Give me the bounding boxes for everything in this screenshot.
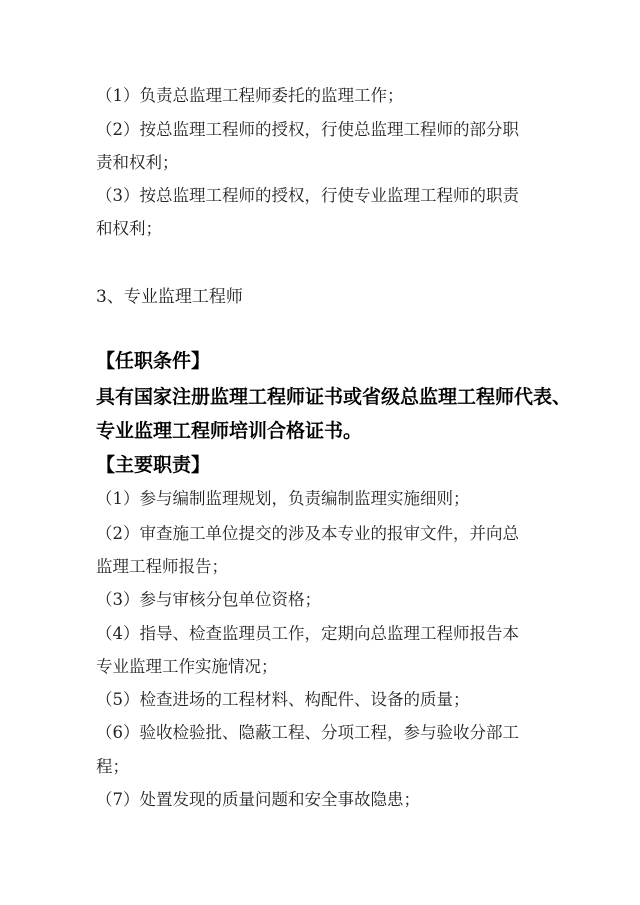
duty-line: （4）指导、检查监理员工作，定期向总监理工程师报告本 — [96, 624, 519, 643]
qualification-text-line: 专业监理工程师培训合格证书。 — [96, 420, 363, 442]
duty-line: 程； — [96, 757, 129, 776]
qualification-title: 【任职条件】 — [96, 350, 211, 372]
duties-title: 【主要职责】 — [96, 454, 211, 476]
section-heading: 3、专业监理工程师 — [96, 287, 243, 307]
duty-line: （1）负责总监理工程师委托的监理工作； — [96, 86, 404, 105]
qualification-text-line: 具有国家注册监理工程师证书或省级总监理工程师代表、 — [96, 386, 572, 408]
duty-line: （3）按总监理工程师的授权，行使专业监理工程师的职责 — [96, 186, 519, 205]
duty-line: 专业监理工作实施情况； — [96, 657, 278, 676]
duty-line: （7）处置发现的质量问题和安全事故隐患； — [96, 790, 420, 809]
duty-line: （6）验收检验批、隐蔽工程、分项工程，参与验收分部工 — [96, 723, 519, 742]
duty-line: （2）审查施工单位提交的涉及本专业的报审文件，并向总 — [96, 524, 519, 543]
duty-line: （1）参与编制监理规划，负责编制监理实施细则； — [96, 489, 470, 508]
duty-line: 监理工程师报告； — [96, 557, 228, 576]
duty-line: 和权利； — [96, 219, 162, 238]
duty-line: （3）参与审核分包单位资格； — [96, 590, 321, 609]
duty-line: （2）按总监理工程师的授权，行使总监理工程师的部分职 — [96, 120, 519, 139]
duty-line: 责和权利； — [96, 153, 179, 172]
duty-line: （5）检查进场的工程材料、构配件、设备的质量； — [96, 690, 470, 709]
